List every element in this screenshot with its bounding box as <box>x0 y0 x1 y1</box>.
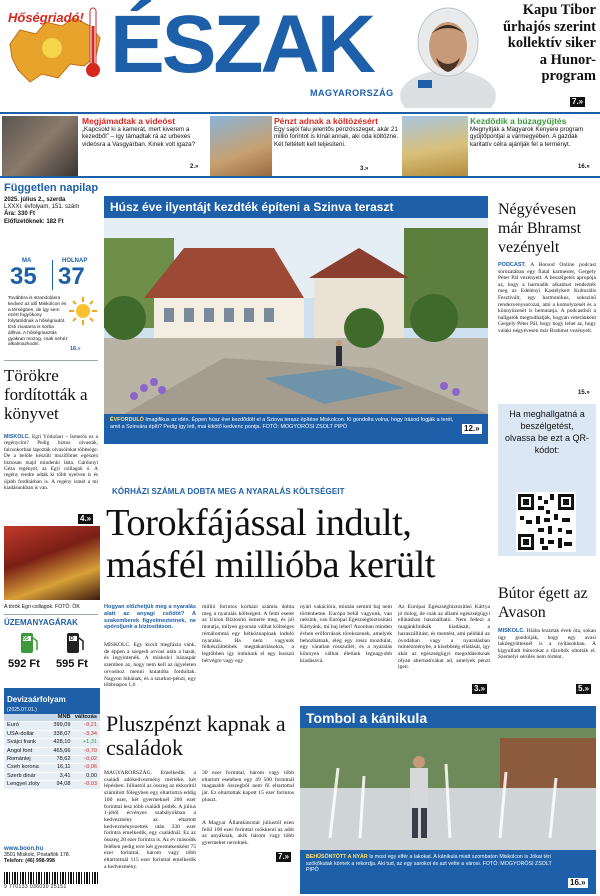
fire-headline[interactable]: Bútor égett az Avason <box>498 585 588 621</box>
contact <box>4 846 100 865</box>
fx-row <box>4 764 100 772</box>
teaser-1-title: Megjámadtak a videóst <box>82 116 176 126</box>
fx-change: -0,06 <box>84 764 97 771</box>
fire-kicker: MISKOLC. <box>498 628 525 634</box>
qr-text: Ha meghallgatná a beszélgetést, olvassa be ezt a QR-kódot: <box>504 409 590 455</box>
teaser-1[interactable] <box>82 116 206 148</box>
issue-date: 2025. július 2., szerda <box>4 197 66 203</box>
bottom-photo-caption-kicker: BEHŰSÖNTÖTT A NYÁR <box>306 854 368 860</box>
weather-divider <box>52 260 53 290</box>
main-photo-headline[interactable]: Húsz éve ilyentájt kezdték építeni a Szinva teraszt <box>110 200 394 214</box>
fx-rate: 399,09 <box>53 722 71 729</box>
plus-col2: 30 ezer forinttal, három vagy több eltartott esetében egy 49 500 forintnál magasabb összegből nem fő eltartottal jár. Ez eltartottak kapott 15 ezer forintos pluszt. <box>202 770 294 803</box>
fx-header <box>4 688 100 714</box>
bottom-photo-caption-text: Is most egy elfér a lakokat. A kánikula miatt szombaton Miskolcon is Jókai téri szökőkutak körnek a rekordja. Aki tud, az egy sarokot és azt vette a városi. FOTÓ: MOGYORÓSI ZSOLT PIPÓ <box>306 854 552 873</box>
weather-text: Továbbra is strandolásra kedvez az idő Miskolcon és a térségben, de így sem ezért fogyókony folytatódnak a hőségriadót. Esti zivatarra is sorba állítva. A hőségriasztás gyakran mozog, csak nehéz alkalmazkodni. <box>8 296 68 348</box>
fx-change: változás <box>74 714 97 720</box>
contact-web[interactable]: www.boon.hu <box>4 846 44 852</box>
teaser-1-text: „Kapcsold ki a kamerát, mert kiverem a kezedből” – így támadtak rá az urbexes videósra a Vasgyárban. Kinek volt igaza? <box>82 126 196 148</box>
teaser-2-text: Egy sajói falu jelentős pénzösszeget, akár 21 millió forintot is kínál annak, aki oda költözne. Két feltételt kell teljesíteni. <box>274 126 399 148</box>
book-caption: A török Egri csillagok. FOTÓ: ÖK <box>4 604 80 610</box>
lead-intro: Hogyan előzhetjük meg a nyaralás alatt az anyagi csődöt? A szakemberek figyelmeztetnek, ne spóroljunk a biztosításon. <box>104 604 196 631</box>
fx-row <box>4 739 100 747</box>
contact-phone: Telefon: (46) 998-998 <box>4 858 55 865</box>
fx-title: Devizaárfolyam <box>7 695 66 704</box>
plus-col1: MAGYARORSZÁG. Emelkedik a családi adókedvezmény mértéke, két lépésben. Júliustól az összeg az ekkoritól számított fölegyben egy eltartottra eddig 100 ezer, két gyermeknél 200 ezer forinttal lesz több családi pótlék. A július 1-jétől érvényes szabályokban a kedvezmény az eltartott kedvezményezettek után 330 ezer forintra emelkedik, egy családnál. Ez az összeg 20 ezer forintra is. Az év második felében pedig erre két gyermekenként 75 ezer forinttal, három vagy több eltartottnál 115 ezer forinttal emelkedik a kedvezmény. <box>104 770 196 870</box>
tagline: Független napilap <box>4 182 99 194</box>
bottom-photo-headline[interactable]: Tombol a kánikula <box>306 710 428 726</box>
fx-currency: Svájci frank <box>7 739 36 746</box>
lead-col3: nyári vakációra, miután semmi baj nem történhetne. Európa belül vagyunk, van nekünk, van Európai Egészségbiztosítási Kártyánk, mi baj lehet? Azonban minden évben erőforrások törekszenek, amelyek behozhatnak, elég egy rossz mozdulat, egy váratlan rosszullét, és a nyaralás könnyen válhat életünk legnagyobb kiadásává. <box>300 604 392 664</box>
bottom-photo-page[interactable]: 16.» <box>570 878 586 887</box>
right-story-body: A Borsod Online podcast sorozatában egy fiatal karmester, Gergely Péter Pál vezényelt. A beszélgetés apropója az, hogy a harmadik alkalmat rendezték meg az Edelényi Kastélykert Kulturális Fesztivált, egy harmonikus, sokszínű rendezvénysorozat, ami a komolyzenét és a könnyűzenét is bemutatja. A podcastból a hallgatók megtudhatják, hogyan veteránként Gergely Péter Pál, hogy hogy lehet az, hogy valaki négyévesen már Brahmst vezényelt. <box>498 262 596 334</box>
qr-code-icon[interactable] <box>516 492 576 552</box>
fuel-diesel-price: 595 Ft <box>56 658 88 670</box>
teaser-3-text: Megnyitják a Magyarok Kenyere program gyűjtőpontjai a vármegyében. A gazdák karitatív célra ajánlják fel a terményt. <box>470 126 584 148</box>
fx-change: -0,21 <box>84 722 97 729</box>
barcode-bars <box>4 872 100 884</box>
fx-row <box>4 714 100 722</box>
barcode-number: 9 770133 036030 25151 <box>4 884 67 890</box>
fuel-pump-icon-diesel <box>66 632 84 654</box>
issue-volume: LXXXI. évfolyam, 151. szám <box>4 204 80 211</box>
teaser-bar <box>0 112 600 178</box>
fx-currency: USA-dollár <box>7 730 35 737</box>
issue-info <box>4 182 100 226</box>
fx-change: 0,00 <box>86 772 97 779</box>
masthead-subtitle: MAGYARORSZÁG <box>310 88 394 98</box>
fx-rate: MNB <box>57 714 71 720</box>
teaser-3-photo <box>402 116 468 176</box>
main-photo-caption-kicker: ÉVFORDULÓ <box>110 417 144 423</box>
fx-currency: Euró <box>7 722 19 729</box>
fire-body: Hiába lezártak évek óta, sokan úgy gondolják, hogy egy avasi lakóegyüttesnél is a nyílásokban. A kigyulladt bútorokat a tűzoltók oltották el. Személyi sérülés nem történt. <box>498 628 597 661</box>
fx-currency: Lengyel zloty <box>7 781 40 788</box>
left-story-page[interactable]: 4.» <box>80 514 92 523</box>
lead-page[interactable]: 3.» <box>474 684 486 693</box>
fx-row <box>4 773 100 781</box>
weather-page[interactable]: 16.» <box>70 346 81 352</box>
fx-rate: 16,11 <box>56 764 71 771</box>
right-story-page[interactable]: 15.» <box>578 390 590 396</box>
fx-currency: Angol font <box>7 747 33 754</box>
plus-page[interactable]: 7.» <box>278 852 290 861</box>
plus-headline[interactable]: Pluszpénzt kapnak a családok <box>106 711 286 760</box>
main-photo-caption <box>110 417 454 430</box>
main-photo-block <box>104 196 488 444</box>
fx-currency: Szerb dinár <box>7 772 36 779</box>
main-photo-caption-text: Imagifikus az idén. Éppen húsz éve kezdődött el a Szinva terasz építése Miskolcon. Ki gondolta volna, hogy írásod fogják a terét, amit a Szinvára építi? Pedig így lett, mai kikötő kedvenc pontja. FOTÓ: MOGYORÓSI ZSOLT PIPÓ <box>110 417 454 430</box>
fx-row <box>4 756 100 764</box>
fx-rate: 78,62 <box>56 756 71 763</box>
fx-rows <box>4 714 100 790</box>
fuel-box <box>4 618 100 686</box>
teaser-2[interactable] <box>274 116 400 148</box>
teaser-2-photo <box>210 116 272 176</box>
fx-change: -0,02 <box>84 756 97 763</box>
fx-currency <box>7 714 44 721</box>
divider <box>4 614 98 615</box>
teaser-2-title: Pénzt adnak a költözésért <box>274 116 378 126</box>
fx-change: +1,31 <box>82 739 97 746</box>
lead-col4: Az Európai Egészségbiztosítási Kártya jó dolog, de csak az állami egészségügyi ellátásban használható. Nem fedezi a magánklinikák kiadásait, a hazaszállítást, és mentést, ami például az óvodában vagy a nyaralásban mintézménybe, a kisebbség ellátását, így akár az egészségügyi megoldásoknak olyan alternatívákat ad, amelyek pénzt igen. <box>398 604 490 671</box>
right-story-headline[interactable]: Négyévesen már Bhramst vezényelt <box>498 201 582 256</box>
bottom-photo-caption <box>306 854 564 874</box>
plus-col3: A Magyar Államkincstár júliustól ezen felül 100 ezer forinttal csökkenti az adót az anyáknak, akik három vagy több gyermeket nevelnek. <box>202 820 294 847</box>
fuel-title: ÜZEMANYAGÁRAK <box>4 618 78 627</box>
main-photo-page[interactable]: 12.» <box>464 424 480 433</box>
fx-row <box>4 781 100 789</box>
fx-rate: 338,07 <box>53 730 71 737</box>
fire-text <box>498 628 596 661</box>
book-cover <box>4 526 100 600</box>
lead-kicker: KÓRHÁZI SZÁMLA DOBTA MEG A NYARALÁS KÖLTSÉGEIT <box>112 487 345 496</box>
fx-row <box>4 748 100 756</box>
issue-price: Ára: 330 Ft <box>4 211 36 218</box>
fx-currency: Románlej <box>7 756 31 763</box>
weather <box>4 252 100 358</box>
fx-currency: Cseh korona <box>7 764 39 771</box>
lead-headline[interactable]: Torokfájással indult, másfél millióba került <box>106 502 435 586</box>
astronaut-photo <box>398 0 498 108</box>
divider <box>4 360 98 361</box>
top-story-page[interactable]: 7.» <box>572 97 584 106</box>
issue-subscription: Előfizetőknek: 182 Ft <box>4 218 64 225</box>
barcode <box>4 872 100 890</box>
fx-rate: 465,66 <box>53 747 71 754</box>
weather-today-label: MA <box>22 258 32 264</box>
fuel-petrol-price: 592 Ft <box>8 658 40 670</box>
left-story-headline[interactable]: Törökre fordították a könyvet <box>4 366 88 423</box>
teaser-3[interactable] <box>470 116 598 148</box>
bottom-photo <box>300 728 596 850</box>
weather-tomorrow-label: HOLNAP <box>62 258 88 264</box>
fx-date: (2025.07.01.) <box>7 707 37 713</box>
right-story-text <box>498 262 596 335</box>
fx-rate: 94,08 <box>56 781 71 788</box>
teaser-1-page[interactable]: 2.» <box>190 164 199 170</box>
qr-box <box>498 404 596 556</box>
masthead-title: ÉSZAK <box>110 0 373 90</box>
thermometer-icon <box>84 6 102 78</box>
fx-table <box>4 688 100 790</box>
lead-col2: millió forintos kórházi számla dobta meg a nyaralás költségeit. A fenti esetet az Union Biztosító ismerte meg, és jól mutatja, milyen gyorsan válhat költséges rémálommá egy hétköznapinak induló nyaralás. Ha nem vagyunk felkészültebbek megtakarításokra, a legtöbben így indulunk el egy hosszú bérvégre vagy egy <box>202 604 294 664</box>
right-story-kicker: PODCAST. <box>498 262 526 268</box>
top-story-headline[interactable]: Kapu Tibor űrhajós szerint kollektív siker a Hunor-program <box>502 2 596 84</box>
fx-change: -3,34 <box>84 730 97 737</box>
fuel-diesel-label: D <box>70 636 74 642</box>
fx-rate: 3,41 <box>59 772 71 779</box>
left-story-body: Egri Yıldızlari – Ismerős ez a regénycím? Pedig biztos olvasták, falcsokorban lapozták olvasóinkat többsége. De a belőle készült mozifilmet egészen biztosan majd mindenki látta. Gárdonyi Géza regényét, az Egri csillagok ó. A regény rendre adták ki több nyelven is és újabb fordításban is. A regény ismét a mi kiadásunkban is van. <box>4 434 98 492</box>
main-photo <box>104 218 488 414</box>
fx-rate: 428,10 <box>53 739 71 746</box>
teaser-2-page[interactable]: 3.» <box>360 166 369 172</box>
weather-tomorrow: 37 <box>58 263 85 290</box>
teaser-1-photo <box>2 116 78 176</box>
lead-col1: MISKOLC. Egy kicsit megfázta vánk, de éppen a szegedi orvosi után a hasát, és legyintenék. A miskolci házaspár szemben az, hogy nem kell az ügyeleten orvoshoz menni kutatóba fordultak. Nagyon hibának, és a szurkot-pénzt, egy többnapos 1,6 <box>104 642 196 689</box>
fire-page[interactable]: 5.» <box>578 684 590 693</box>
masthead <box>0 0 600 112</box>
fx-row <box>4 722 100 730</box>
left-story-kicker: MISKOLC. <box>4 434 30 440</box>
fuel-petrol-label: 95 <box>23 636 29 642</box>
teaser-3-page[interactable]: 16.» <box>578 164 590 170</box>
fx-change: -0,03 <box>84 781 97 788</box>
fx-change: -0,70 <box>84 747 97 754</box>
left-story-text <box>4 434 98 492</box>
sun-icon <box>68 296 98 326</box>
weather-today: 35 <box>10 263 37 290</box>
bottom-photo-block <box>300 706 596 894</box>
fx-row <box>4 731 100 739</box>
contact-address: 3501 Miskolc, Postafiók 178. <box>4 852 71 858</box>
teaser-3-title: Kezdődik a búzagyűjtés <box>470 116 567 126</box>
heat-alert-badge: Hőségriadó! <box>8 10 84 25</box>
